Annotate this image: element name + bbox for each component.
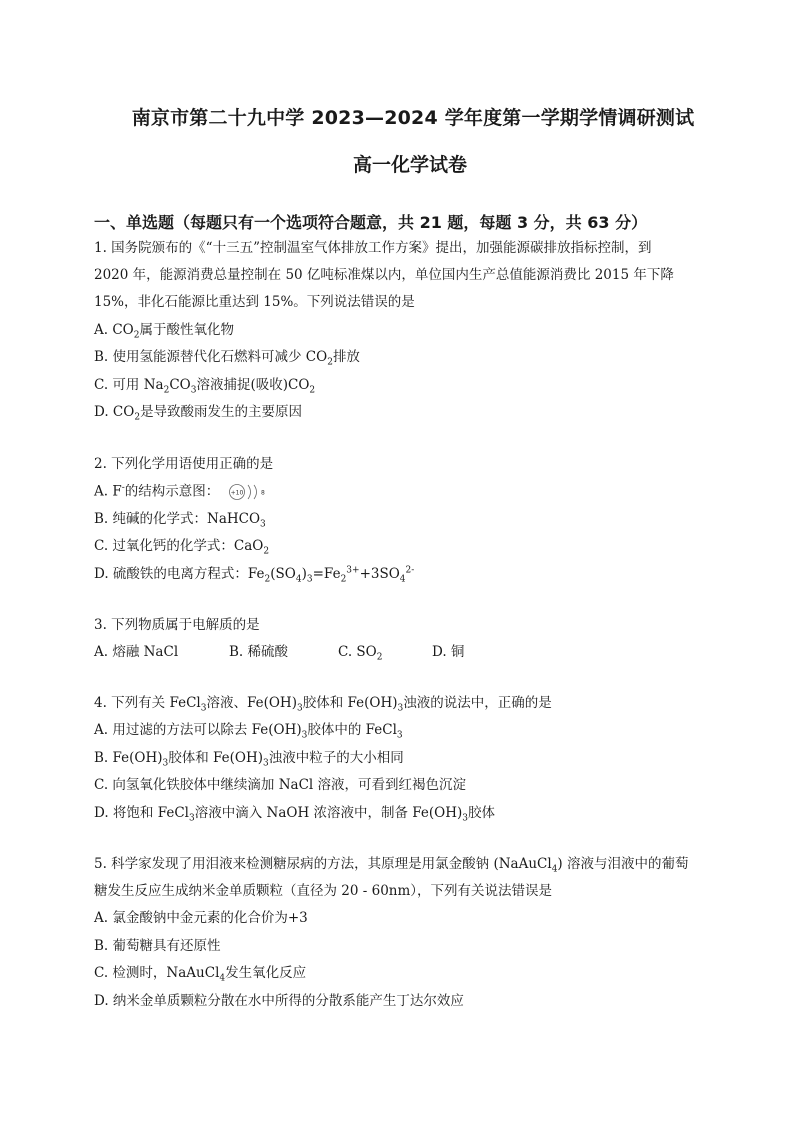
q1-option-c: C. 可用 $Na_2CO_3$溶液捕捉(吸收)$CO_2$ [94,377,316,396]
exam-subtitle: 高一化学试卷 [352,154,467,176]
nucleus-charge-label: +10 [230,489,243,497]
q1-option-d: D. $CO_2$是导致酸雨发生的主要原因 [94,404,303,423]
q1-option-a: A. $CO_2$属于酸性氧化物 [94,322,234,341]
q5-option-b: B. 葡萄糖具有还原性 [94,938,221,954]
q4-option-a: A. 用过滤的方法可以除去 $Fe(OH)_3$胶体中的 FeCl$_3$ [94,722,403,741]
q4-stem: 4. 下列有关 FeCl$_3$溶液、$Fe(OH)_3$胶体和 $Fe(OH)_3$浊液的说法中，正确的是 [94,695,552,714]
q2-option-b: B. 纯碱的化学式：NaHCO$_3$ [94,511,266,530]
section-heading: 一、单选题（每题只有一个选项符合题意，共 21 题，每题 3 分，共 63 分） [94,213,648,232]
q4-option-b: B. $Fe(OH)_3$胶体和 $Fe(OH)_3$浊液中粒子的大小相同 [94,750,404,769]
q4-option-d: D. 将饱和 FeCl$_3$溶液中滴入 NaOH 浓溶液中，制备 $Fe(OH)_3$胶体 [94,805,496,824]
q3-option-a: A. 熔融 NaCl [94,644,179,660]
q5-option-d: D. 纳米金单质颗粒分散在水中所得的分散系能产生丁达尔效应 [94,993,464,1009]
q3-option-b: B. 稀硫酸 [229,644,289,660]
q2-stem: 2. 下列化学用语使用正确的是 [94,456,274,472]
q1-stem-line-3: 15%，非化石能源比重达到 15%。下列说法错误的是 [94,294,415,310]
q5-stem-line-2: 糖发生反应生成纳米金单质颗粒（直径为 20 - 60nm），下列有关说法错误是 [94,883,553,899]
q1-stem-line-2: 2020 年，能源消费总量控制在 50 亿吨标准煤以内，单位国内生产总值能源消费比 2015 年下降 [94,267,674,283]
q3-option-d: D. 铜 [432,644,465,660]
q5-stem-line-1: 5. 科学家发现了用泪液来检测糖尿病的方法，其原理是用氯金酸钠 (NaAuCl$_4$) 溶液与泪液中的葡萄 [94,856,689,875]
q2-option-a: A. F-的结构示意图： +10 8 [94,482,270,502]
q2-option-d: D. 硫酸铁的电离方程式：$Fe_2(SO_4)_3=Fe_2^{3+}+3SO_4^{2-}$ [94,565,415,585]
q1-option-b: B. 使用氢能源替代化石燃料可减少 $CO_2$排放 [94,349,360,368]
q2-option-c: C. 过氧化钙的化学式：CaO$_2$ [94,538,270,557]
fluoride-ion-structure-diagram [228,482,270,502]
q3-option-c: C. $SO_2$ [338,644,383,663]
q5-option-a: A. 氯金酸钠中金元素的化合价为+3 [94,910,308,926]
q5-option-c: C. 检测时，NaAuCl$_4$发生氧化反应 [94,965,307,984]
exam-title: 南京市第二十九中学 2023—2024 学年度第一学期学情调研测试 [131,107,695,129]
q3-stem: 3. 下列物质属于电解质的是 [94,617,260,633]
q4-option-c: C. 向氢氧化铁胶体中继续滴加 NaCl 溶液，可看到红褐色沉淀 [94,777,467,793]
outer-shell-electron-label: 8 [260,489,265,497]
q1-stem-line-1: 1. 国务院颁布的《“十三五”控制温室气体排放工作方案》提出，加强能源碳排放指标控制，到 [94,240,652,256]
